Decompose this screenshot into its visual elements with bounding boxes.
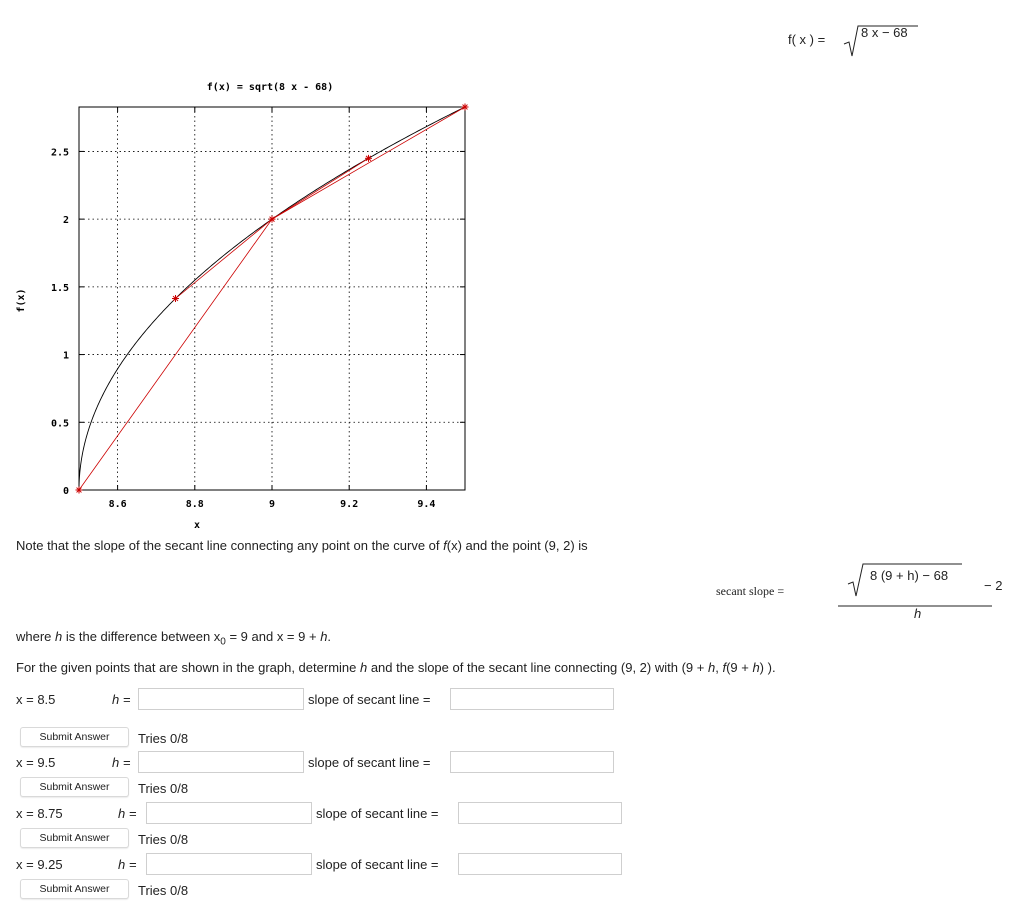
point-marker	[365, 155, 372, 162]
question-x-label: x = 8.75	[16, 806, 63, 821]
secant-line	[79, 219, 272, 490]
tries-count: Tries 0/8	[138, 832, 189, 847]
chart	[0, 70, 480, 540]
where-sub: 0	[220, 636, 226, 648]
instr-p3: ,	[715, 660, 723, 675]
x-axis-label: x	[193, 520, 201, 531]
grid-layer	[79, 107, 465, 490]
where-p1: where	[16, 629, 56, 644]
secant-slope-label: secant slope =	[716, 584, 785, 598]
question-x-label: x = 9.25	[16, 857, 63, 872]
y-tick-label: 2	[62, 215, 69, 227]
instr-p5: ) ).	[759, 660, 776, 675]
submit-answer-button[interactable]: Submit Answer	[20, 828, 129, 848]
y-tick-label: 2.5	[50, 147, 69, 159]
where-h2: h	[320, 629, 328, 644]
tries-count: Tries 0/8	[138, 731, 189, 746]
y-axis-label: f(x)	[16, 288, 27, 313]
where-text	[16, 629, 331, 648]
instr-p1: For the given points that are shown in the graph, determine	[16, 660, 360, 675]
h-input[interactable]	[138, 751, 304, 773]
y-tick-label: 1.5	[50, 282, 69, 294]
instr-h2: h	[707, 660, 716, 675]
h-label: h =	[118, 857, 137, 872]
function-formula	[788, 22, 928, 62]
slope-label: slope of secant line =	[316, 806, 439, 821]
submit-answer-button[interactable]: Submit Answer	[20, 777, 129, 797]
submit-answer-button[interactable]: Submit Answer	[20, 879, 129, 899]
formula-lhs: f( x ) =	[788, 32, 826, 47]
plot-frame	[79, 107, 465, 490]
y-tick-label: 0	[62, 486, 69, 497]
formula-radicand: 8 x − 68	[861, 25, 908, 40]
h-input[interactable]	[138, 688, 304, 710]
where-p3: = 9 and x = 9 +	[225, 629, 321, 644]
instr-h: h	[359, 660, 368, 675]
secant-line	[272, 107, 465, 219]
note-f: f	[443, 538, 447, 553]
note-after: (x) and the point (9, 2) is	[446, 538, 588, 553]
slope-input[interactable]	[450, 751, 614, 773]
instruction-text	[16, 660, 776, 675]
h-label: h =	[112, 692, 131, 707]
point-marker	[76, 487, 83, 494]
instr-h3: h	[752, 660, 760, 675]
x-tick-label: 8.8	[185, 499, 204, 510]
h-label: h =	[118, 806, 137, 821]
slope-input[interactable]	[450, 688, 614, 710]
where-p2: is the difference between x	[62, 629, 221, 644]
x-tick-label: 8.6	[108, 499, 127, 510]
h-input[interactable]	[146, 802, 312, 824]
tick-layer	[51, 107, 465, 510]
x-tick-label: 9	[268, 499, 276, 510]
secant-minus-two: − 2	[984, 578, 1003, 593]
secant-slope-formula	[838, 562, 1008, 622]
where-h: h	[55, 629, 63, 644]
instr-p4: (9 +	[726, 660, 753, 675]
chart-title: f(x) = sqrt(8 x - 68)	[206, 82, 334, 93]
y-tick-label: 1	[62, 350, 69, 362]
secant-denominator: h	[914, 606, 922, 621]
tries-count: Tries 0/8	[138, 883, 189, 898]
slope-label: slope of secant line =	[308, 692, 431, 707]
instr-p2: and the slope of the secant line connecting (9, 2) with (9 +	[367, 660, 708, 675]
slope-input[interactable]	[458, 802, 622, 824]
y-tick-label: 0.5	[50, 418, 69, 430]
note-text	[16, 538, 588, 553]
h-label: h =	[112, 755, 131, 770]
secant-line	[272, 158, 369, 219]
question-x-label: x = 8.5	[16, 692, 56, 707]
instr-f: f	[722, 660, 727, 675]
secant-numerator: 8 (9 + h) − 68	[870, 568, 949, 583]
question-x-label: x = 9.5	[16, 755, 56, 770]
point-marker	[269, 216, 276, 223]
tries-count: Tries 0/8	[138, 781, 189, 796]
x-tick-label: 9.2	[340, 499, 359, 510]
slope-label: slope of secant line =	[308, 755, 431, 770]
submit-answer-button[interactable]: Submit Answer	[20, 727, 129, 747]
x-tick-label: 9.4	[417, 499, 436, 510]
point-marker	[462, 104, 469, 111]
h-input[interactable]	[146, 853, 312, 875]
where-p4: .	[327, 629, 332, 644]
slope-input[interactable]	[458, 853, 622, 875]
chart-svg	[0, 70, 480, 540]
function-curve	[79, 107, 465, 490]
slope-label: slope of secant line =	[316, 857, 439, 872]
note-before: Note that the slope of the secant line connecting any point on the curve of	[16, 538, 444, 553]
